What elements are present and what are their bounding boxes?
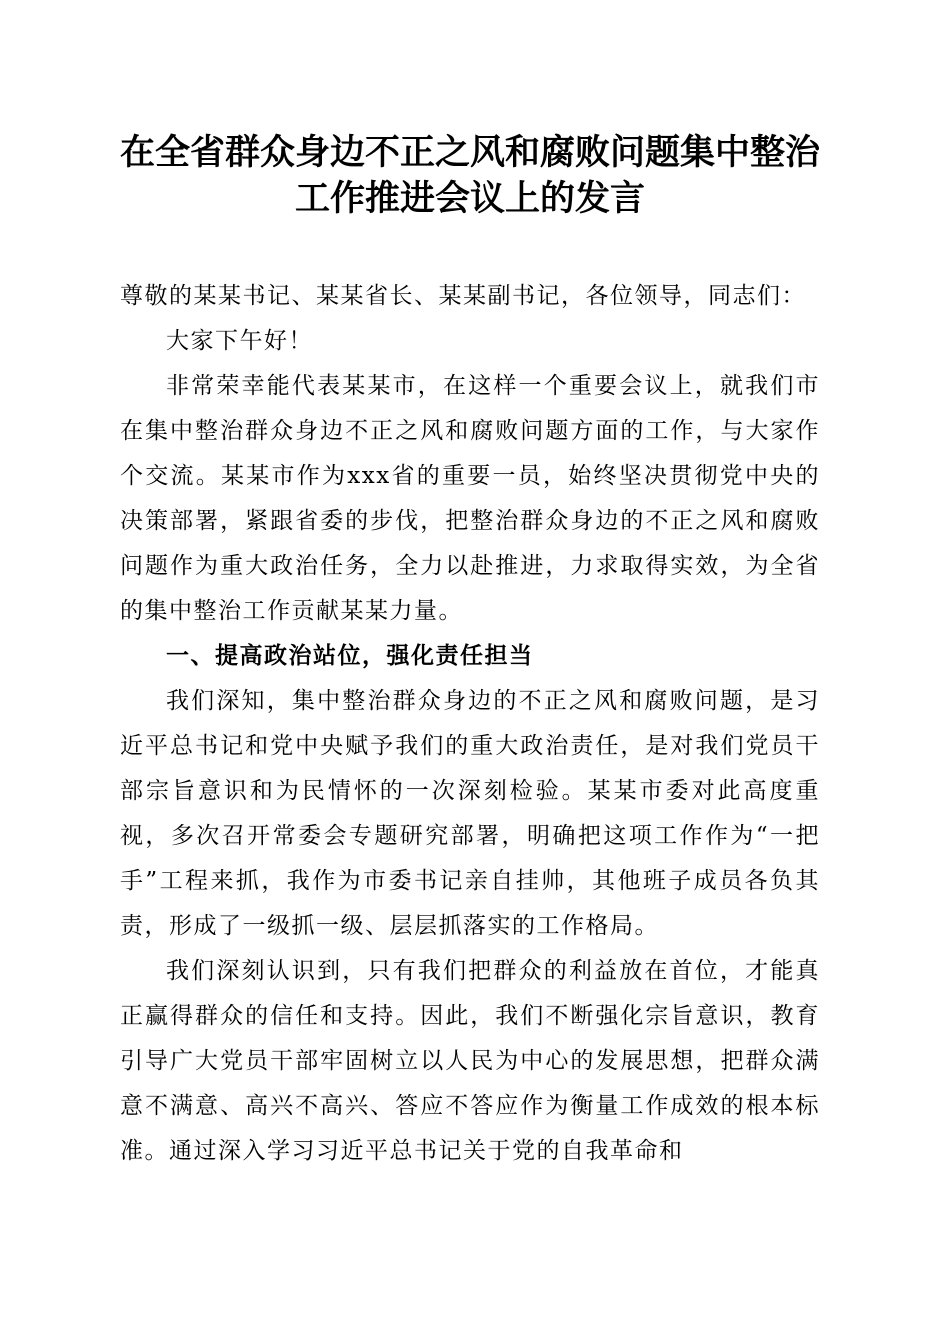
document-title [120,130,820,222]
section-1-heading: 一、提高政治站位，强化责任担当 [166,643,534,669]
greeting: 大家下午好！ [166,328,313,354]
title-line-1: 在全省群众身边不正之风和腐败问题集中整治 [120,132,821,173]
section-1-paragraph-2: 我们深刻认识到，只有我们把群众的利益放在首位，才能真正赢得群众的信任和支持。因此，我们不断强化宗旨意识，教育引导广大党员干部牢固树立以人民为中心的发展思想，把群众满意不满意、高兴不高兴、答应不答应作为衡量工作成效的根本标准。通过深入学习习近平总书记关于党的自我革命和 [120,958,820,1164]
document-page [120,130,820,1174]
salutation: 尊敬的某某书记、某某省长、某某副书记，各位领导，同志们： [120,283,806,309]
title-line-2: 工作推进会议上的发言 [294,178,645,219]
document-body [120,274,820,1174]
intro-paragraph: 非常荣幸能代表某某市，在这样一个重要会议上，就我们市在集中整治群众身边不正之风和腐败问题方面的工作，与大家作个交流。某某市作为xxx省的重要一员，始终坚决贯彻党中央的决策部署，紧跟省委的步伐，把整治群众身边的不正之风和腐败问题作为重大政治任务，全力以赴推进，力求取得实效，为全省的集中整治工作贡献某某力量。 [120,373,820,624]
section-1-paragraph-1: 我们深知，集中整治群众身边的不正之风和腐败问题，是习近平总书记和党中央赋予我们的重大政治责任，是对我们党员干部宗旨意识和为民情怀的一次深刻检验。某某市委对此高度重视，多次召开常委会专题研究部署，明确把这项工作作为“一把手”工程来抓，我作为市委书记亲自挂帅，其他班子成员各负其责，形成了一级抓一级、层层抓落实的工作格局。 [120,688,820,939]
